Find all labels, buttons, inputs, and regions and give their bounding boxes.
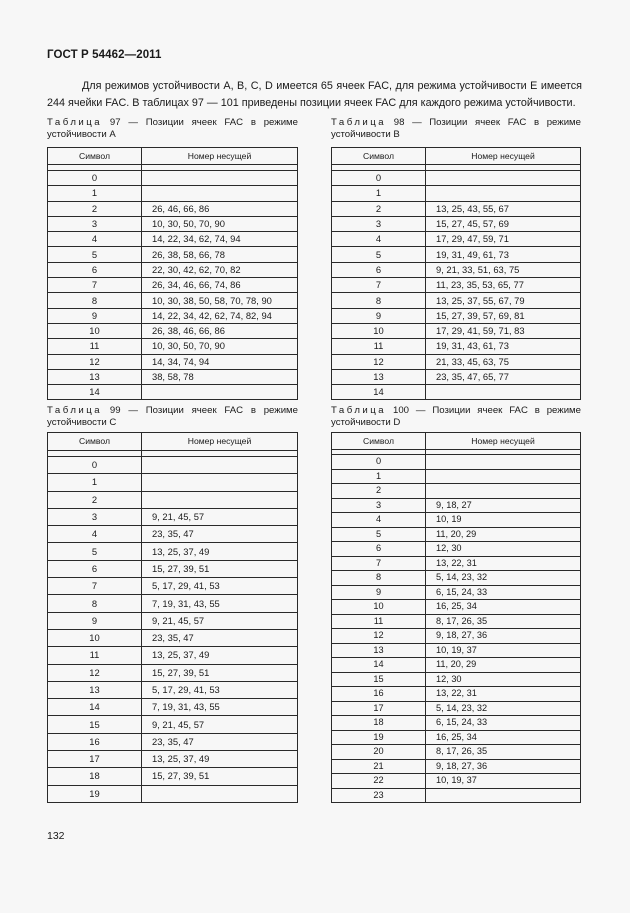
carrier-cell: 6, 15, 24, 33: [426, 716, 581, 731]
symbol-cell: 18: [332, 716, 426, 731]
carrier-cell: 22, 30, 42, 62, 70, 82: [142, 262, 298, 277]
carrier-cell: 16, 25, 34: [426, 600, 581, 615]
carrier-cell: 15, 27, 39, 57, 69, 81: [426, 308, 581, 323]
caption-table-97: [47, 117, 298, 141]
table-row: [48, 308, 298, 323]
symbol-cell: 3: [332, 498, 426, 513]
symbol-cell: 12: [48, 354, 142, 369]
symbol-cell: 11: [48, 339, 142, 354]
column-header-carrier: Номер несущей: [426, 433, 581, 450]
symbol-cell: 3: [332, 216, 426, 231]
symbol-cell: 20: [332, 745, 426, 760]
table-row: [48, 354, 298, 369]
caption-text: 99 — Позиции ячеек FAC в режиме устойчивости C: [47, 405, 298, 428]
symbol-cell: 2: [332, 484, 426, 499]
table-row: [48, 508, 298, 525]
table-100: [331, 432, 581, 803]
carrier-cell: 5, 14, 23, 32: [426, 701, 581, 716]
table-row: [332, 216, 581, 231]
caption-text: 100 — Позиции ячеек FAC в режиме устойчивости D: [331, 405, 581, 428]
carrier-cell: 19, 31, 43, 61, 73: [426, 339, 581, 354]
table-row: [48, 171, 298, 186]
table-row: [48, 768, 298, 785]
symbol-cell: 5: [332, 247, 426, 262]
symbol-cell: 1: [48, 186, 142, 201]
symbol-cell: 8: [332, 293, 426, 308]
table-row: [332, 469, 581, 484]
carrier-cell: 7, 19, 31, 43, 55: [142, 595, 298, 612]
table-row: [332, 455, 581, 470]
intro-paragraph: [47, 78, 582, 112]
table-row: [332, 687, 581, 702]
carrier-cell: 21, 33, 45, 63, 75: [426, 354, 581, 369]
table-row: [48, 647, 298, 664]
table-row: [48, 681, 298, 698]
table-row: [332, 542, 581, 557]
table-row: [48, 733, 298, 750]
carrier-cell: [142, 491, 298, 508]
symbol-cell: 8: [48, 293, 142, 308]
carrier-cell: 9, 18, 27: [426, 498, 581, 513]
carrier-cell: 15, 27, 39, 51: [142, 664, 298, 681]
column-header-carrier: Номер несущей: [426, 148, 581, 165]
symbol-cell: 0: [48, 171, 142, 186]
symbol-cell: 12: [48, 664, 142, 681]
carrier-cell: 5, 14, 23, 32: [426, 571, 581, 586]
carrier-cell: 9, 21, 45, 57: [142, 716, 298, 733]
table-row: [48, 629, 298, 646]
table-row: [332, 527, 581, 542]
table-row: [332, 745, 581, 760]
symbol-cell: 4: [48, 232, 142, 247]
symbol-cell: 21: [332, 759, 426, 774]
symbol-cell: 8: [332, 571, 426, 586]
carrier-cell: 13, 25, 37, 49: [142, 647, 298, 664]
carrier-cell: 10, 19, 37: [426, 774, 581, 789]
carrier-cell: 23, 35, 47, 65, 77: [426, 369, 581, 384]
symbol-cell: 12: [332, 354, 426, 369]
symbol-cell: 6: [332, 542, 426, 557]
table-row: [48, 186, 298, 201]
table-row: [48, 385, 298, 400]
table-row: [332, 658, 581, 673]
carrier-cell: 23, 35, 47: [142, 733, 298, 750]
symbol-cell: 13: [48, 681, 142, 698]
table-row: [48, 293, 298, 308]
symbol-cell: 4: [332, 232, 426, 247]
table-row: [332, 186, 581, 201]
table-row: [332, 730, 581, 745]
carrier-cell: 14, 22, 34, 62, 74, 94: [142, 232, 298, 247]
carrier-cell: 5, 17, 29, 41, 53: [142, 681, 298, 698]
table-row: [332, 788, 581, 803]
column-header-symbol: Символ: [48, 148, 142, 165]
carrier-cell: 6, 15, 24, 33: [426, 585, 581, 600]
symbol-cell: 5: [48, 543, 142, 560]
table-row: [48, 216, 298, 231]
carrier-cell: [426, 469, 581, 484]
table-row: [332, 484, 581, 499]
carrier-cell: [426, 186, 581, 201]
table-row: [332, 513, 581, 528]
table-row: [332, 308, 581, 323]
table-row: [332, 585, 581, 600]
table-row: [332, 247, 581, 262]
table-row: [332, 614, 581, 629]
symbol-cell: 23: [332, 788, 426, 803]
carrier-cell: 13, 22, 31: [426, 556, 581, 571]
column-header-carrier: Номер несущей: [142, 148, 298, 165]
symbol-cell: 15: [332, 672, 426, 687]
symbol-cell: 13: [332, 369, 426, 384]
carrier-cell: 15, 27, 39, 51: [142, 768, 298, 785]
carrier-cell: 9, 18, 27, 36: [426, 759, 581, 774]
carrier-cell: 10, 30, 38, 50, 58, 70, 78, 90: [142, 293, 298, 308]
symbol-cell: 11: [332, 339, 426, 354]
table-97: [47, 147, 298, 400]
table-row: [332, 571, 581, 586]
carrier-cell: 26, 46, 66, 86: [142, 201, 298, 216]
symbol-cell: 22: [332, 774, 426, 789]
symbol-cell: 2: [48, 201, 142, 216]
carrier-cell: 10, 30, 50, 70, 90: [142, 339, 298, 354]
caption-word: Таблица: [47, 117, 103, 128]
table-row: [48, 595, 298, 612]
symbol-cell: 6: [48, 560, 142, 577]
symbol-cell: 3: [48, 216, 142, 231]
table-row: [332, 600, 581, 615]
table-row: [48, 339, 298, 354]
carrier-cell: 19, 31, 49, 61, 73: [426, 247, 581, 262]
page-number: 132: [47, 830, 65, 842]
symbol-cell: 17: [48, 751, 142, 768]
table-row: [332, 369, 581, 384]
carrier-cell: [426, 788, 581, 803]
carrier-cell: 10, 19: [426, 513, 581, 528]
table-row: [48, 751, 298, 768]
carrier-cell: 9, 18, 27, 36: [426, 629, 581, 644]
carrier-cell: 23, 35, 47: [142, 629, 298, 646]
table-row: [332, 339, 581, 354]
table-row: [48, 474, 298, 491]
symbol-cell: 14: [48, 699, 142, 716]
table-row: [48, 785, 298, 802]
symbol-cell: 11: [332, 614, 426, 629]
carrier-cell: 9, 21, 33, 51, 63, 75: [426, 262, 581, 277]
symbol-cell: 4: [332, 513, 426, 528]
column-header-symbol: Символ: [332, 148, 426, 165]
symbol-cell: 10: [332, 600, 426, 615]
carrier-cell: 13, 25, 37, 55, 67, 79: [426, 293, 581, 308]
carrier-cell: 17, 29, 41, 59, 71, 83: [426, 323, 581, 338]
carrier-cell: [426, 171, 581, 186]
symbol-cell: 1: [332, 469, 426, 484]
caption-table-100: [331, 405, 581, 429]
carrier-cell: 10, 19, 37: [426, 643, 581, 658]
carrier-cell: 14, 22, 34, 42, 62, 74, 82, 94: [142, 308, 298, 323]
carrier-cell: 12, 30: [426, 672, 581, 687]
symbol-cell: 7: [332, 556, 426, 571]
carrier-cell: [142, 474, 298, 491]
table-row: [48, 232, 298, 247]
caption-word: Таблица: [331, 117, 387, 128]
symbol-cell: 19: [48, 785, 142, 802]
carrier-cell: 17, 29, 47, 59, 71: [426, 232, 581, 247]
symbol-cell: 9: [48, 612, 142, 629]
symbol-cell: 13: [332, 643, 426, 658]
table-row: [332, 498, 581, 513]
table-row: [332, 293, 581, 308]
caption-word: Таблица: [47, 405, 103, 416]
carrier-cell: 23, 35, 47: [142, 526, 298, 543]
table-row: [48, 247, 298, 262]
symbol-cell: 14: [332, 658, 426, 673]
table-row: [332, 385, 581, 400]
symbol-cell: 17: [332, 701, 426, 716]
caption-table-98: [331, 117, 581, 141]
carrier-cell: 13, 25, 37, 49: [142, 543, 298, 560]
table-row: [332, 716, 581, 731]
carrier-cell: 12, 30: [426, 542, 581, 557]
carrier-cell: 13, 25, 43, 55, 67: [426, 201, 581, 216]
table-row: [48, 664, 298, 681]
table-row: [332, 556, 581, 571]
carrier-cell: 26, 34, 46, 66, 74, 86: [142, 278, 298, 293]
column-header-symbol: Символ: [48, 433, 142, 451]
symbol-cell: 9: [332, 308, 426, 323]
carrier-cell: [142, 186, 298, 201]
table-99: [47, 432, 298, 803]
table-row: [332, 672, 581, 687]
carrier-cell: 11, 23, 35, 53, 65, 77: [426, 278, 581, 293]
carrier-cell: 8, 17, 26, 35: [426, 614, 581, 629]
symbol-cell: 9: [48, 308, 142, 323]
symbol-cell: 0: [332, 455, 426, 470]
carrier-cell: 9, 21, 45, 57: [142, 612, 298, 629]
symbol-cell: 16: [48, 733, 142, 750]
table-row: [48, 543, 298, 560]
table-row: [48, 278, 298, 293]
carrier-cell: 26, 38, 58, 66, 78: [142, 247, 298, 262]
symbol-cell: 5: [48, 247, 142, 262]
symbol-cell: 6: [332, 262, 426, 277]
carrier-cell: 14, 34, 74, 94: [142, 354, 298, 369]
symbol-cell: 10: [332, 323, 426, 338]
symbol-cell: 10: [48, 323, 142, 338]
caption-table-99: [47, 405, 298, 429]
column-header-carrier: Номер несущей: [142, 433, 298, 451]
symbol-cell: 14: [332, 385, 426, 400]
table-row: [332, 774, 581, 789]
table-row: [48, 369, 298, 384]
document-header: ГОСТ Р 54462—2011: [47, 49, 162, 61]
symbol-cell: 10: [48, 629, 142, 646]
carrier-cell: 11, 20, 29: [426, 658, 581, 673]
carrier-cell: 15, 27, 39, 51: [142, 560, 298, 577]
carrier-cell: 7, 19, 31, 43, 55: [142, 699, 298, 716]
table-row: [48, 262, 298, 277]
carrier-cell: 15, 27, 45, 57, 69: [426, 216, 581, 231]
carrier-cell: 38, 58, 78: [142, 369, 298, 384]
carrier-cell: 10, 30, 50, 70, 90: [142, 216, 298, 231]
table-row: [48, 699, 298, 716]
table-row: [48, 491, 298, 508]
table-row: [332, 262, 581, 277]
carrier-cell: 5, 17, 29, 41, 53: [142, 578, 298, 595]
table-row: [48, 457, 298, 474]
carrier-cell: 9, 21, 45, 57: [142, 508, 298, 525]
symbol-cell: 0: [332, 171, 426, 186]
table-row: [48, 612, 298, 629]
symbol-cell: 15: [48, 716, 142, 733]
carrier-cell: 13, 22, 31: [426, 687, 581, 702]
symbol-cell: 9: [332, 585, 426, 600]
symbol-cell: 11: [48, 647, 142, 664]
symbol-cell: 18: [48, 768, 142, 785]
table-row: [332, 232, 581, 247]
symbol-cell: 0: [48, 457, 142, 474]
symbol-cell: 2: [332, 201, 426, 216]
carrier-cell: [142, 785, 298, 802]
table-row: [332, 643, 581, 658]
carrier-cell: [142, 457, 298, 474]
table-98: [331, 147, 581, 400]
carrier-cell: 16, 25, 34: [426, 730, 581, 745]
carrier-cell: [426, 455, 581, 470]
carrier-cell: 13, 25, 37, 49: [142, 751, 298, 768]
carrier-cell: [142, 171, 298, 186]
caption-text: 97 — Позиции ячеек FAC в режиме устойчивости A: [47, 117, 298, 140]
symbol-cell: 4: [48, 526, 142, 543]
symbol-cell: 13: [48, 369, 142, 384]
table-row: [48, 560, 298, 577]
carrier-cell: 11, 20, 29: [426, 527, 581, 542]
symbol-cell: 12: [332, 629, 426, 644]
caption-text: 98 — Позиции ячеек FAC в режиме устойчивости B: [331, 117, 581, 140]
symbol-cell: 16: [332, 687, 426, 702]
symbol-cell: 2: [48, 491, 142, 508]
table-row: [48, 201, 298, 216]
symbol-cell: 7: [332, 278, 426, 293]
table-row: [48, 578, 298, 595]
carrier-cell: 26, 38, 46, 66, 86: [142, 323, 298, 338]
carrier-cell: [426, 385, 581, 400]
symbol-cell: 6: [48, 262, 142, 277]
table-row: [332, 278, 581, 293]
symbol-cell: 1: [332, 186, 426, 201]
symbol-cell: 14: [48, 385, 142, 400]
table-row: [332, 759, 581, 774]
carrier-cell: 8, 17, 26, 35: [426, 745, 581, 760]
table-row: [332, 201, 581, 216]
carrier-cell: [142, 385, 298, 400]
table-row: [48, 716, 298, 733]
table-row: [332, 323, 581, 338]
table-row: [332, 629, 581, 644]
table-row: [48, 526, 298, 543]
carrier-cell: [426, 484, 581, 499]
table-row: [332, 354, 581, 369]
table-row: [332, 171, 581, 186]
symbol-cell: 7: [48, 578, 142, 595]
symbol-cell: 1: [48, 474, 142, 491]
table-row: [48, 323, 298, 338]
symbol-cell: 7: [48, 278, 142, 293]
column-header-symbol: Символ: [332, 433, 426, 450]
symbol-cell: 8: [48, 595, 142, 612]
symbol-cell: 19: [332, 730, 426, 745]
intro-text: Для режимов устойчивости A, B, C, D имеется 65 ячеек FAC, для режима устойчивости E имеется 244 ячейки FAC. В таблицах 97 — 101 приведены позиции ячеек FAC для каждого режима устойчивости.: [47, 80, 582, 109]
symbol-cell: 3: [48, 508, 142, 525]
table-row: [332, 701, 581, 716]
caption-word: Таблица: [331, 405, 387, 416]
symbol-cell: 5: [332, 527, 426, 542]
